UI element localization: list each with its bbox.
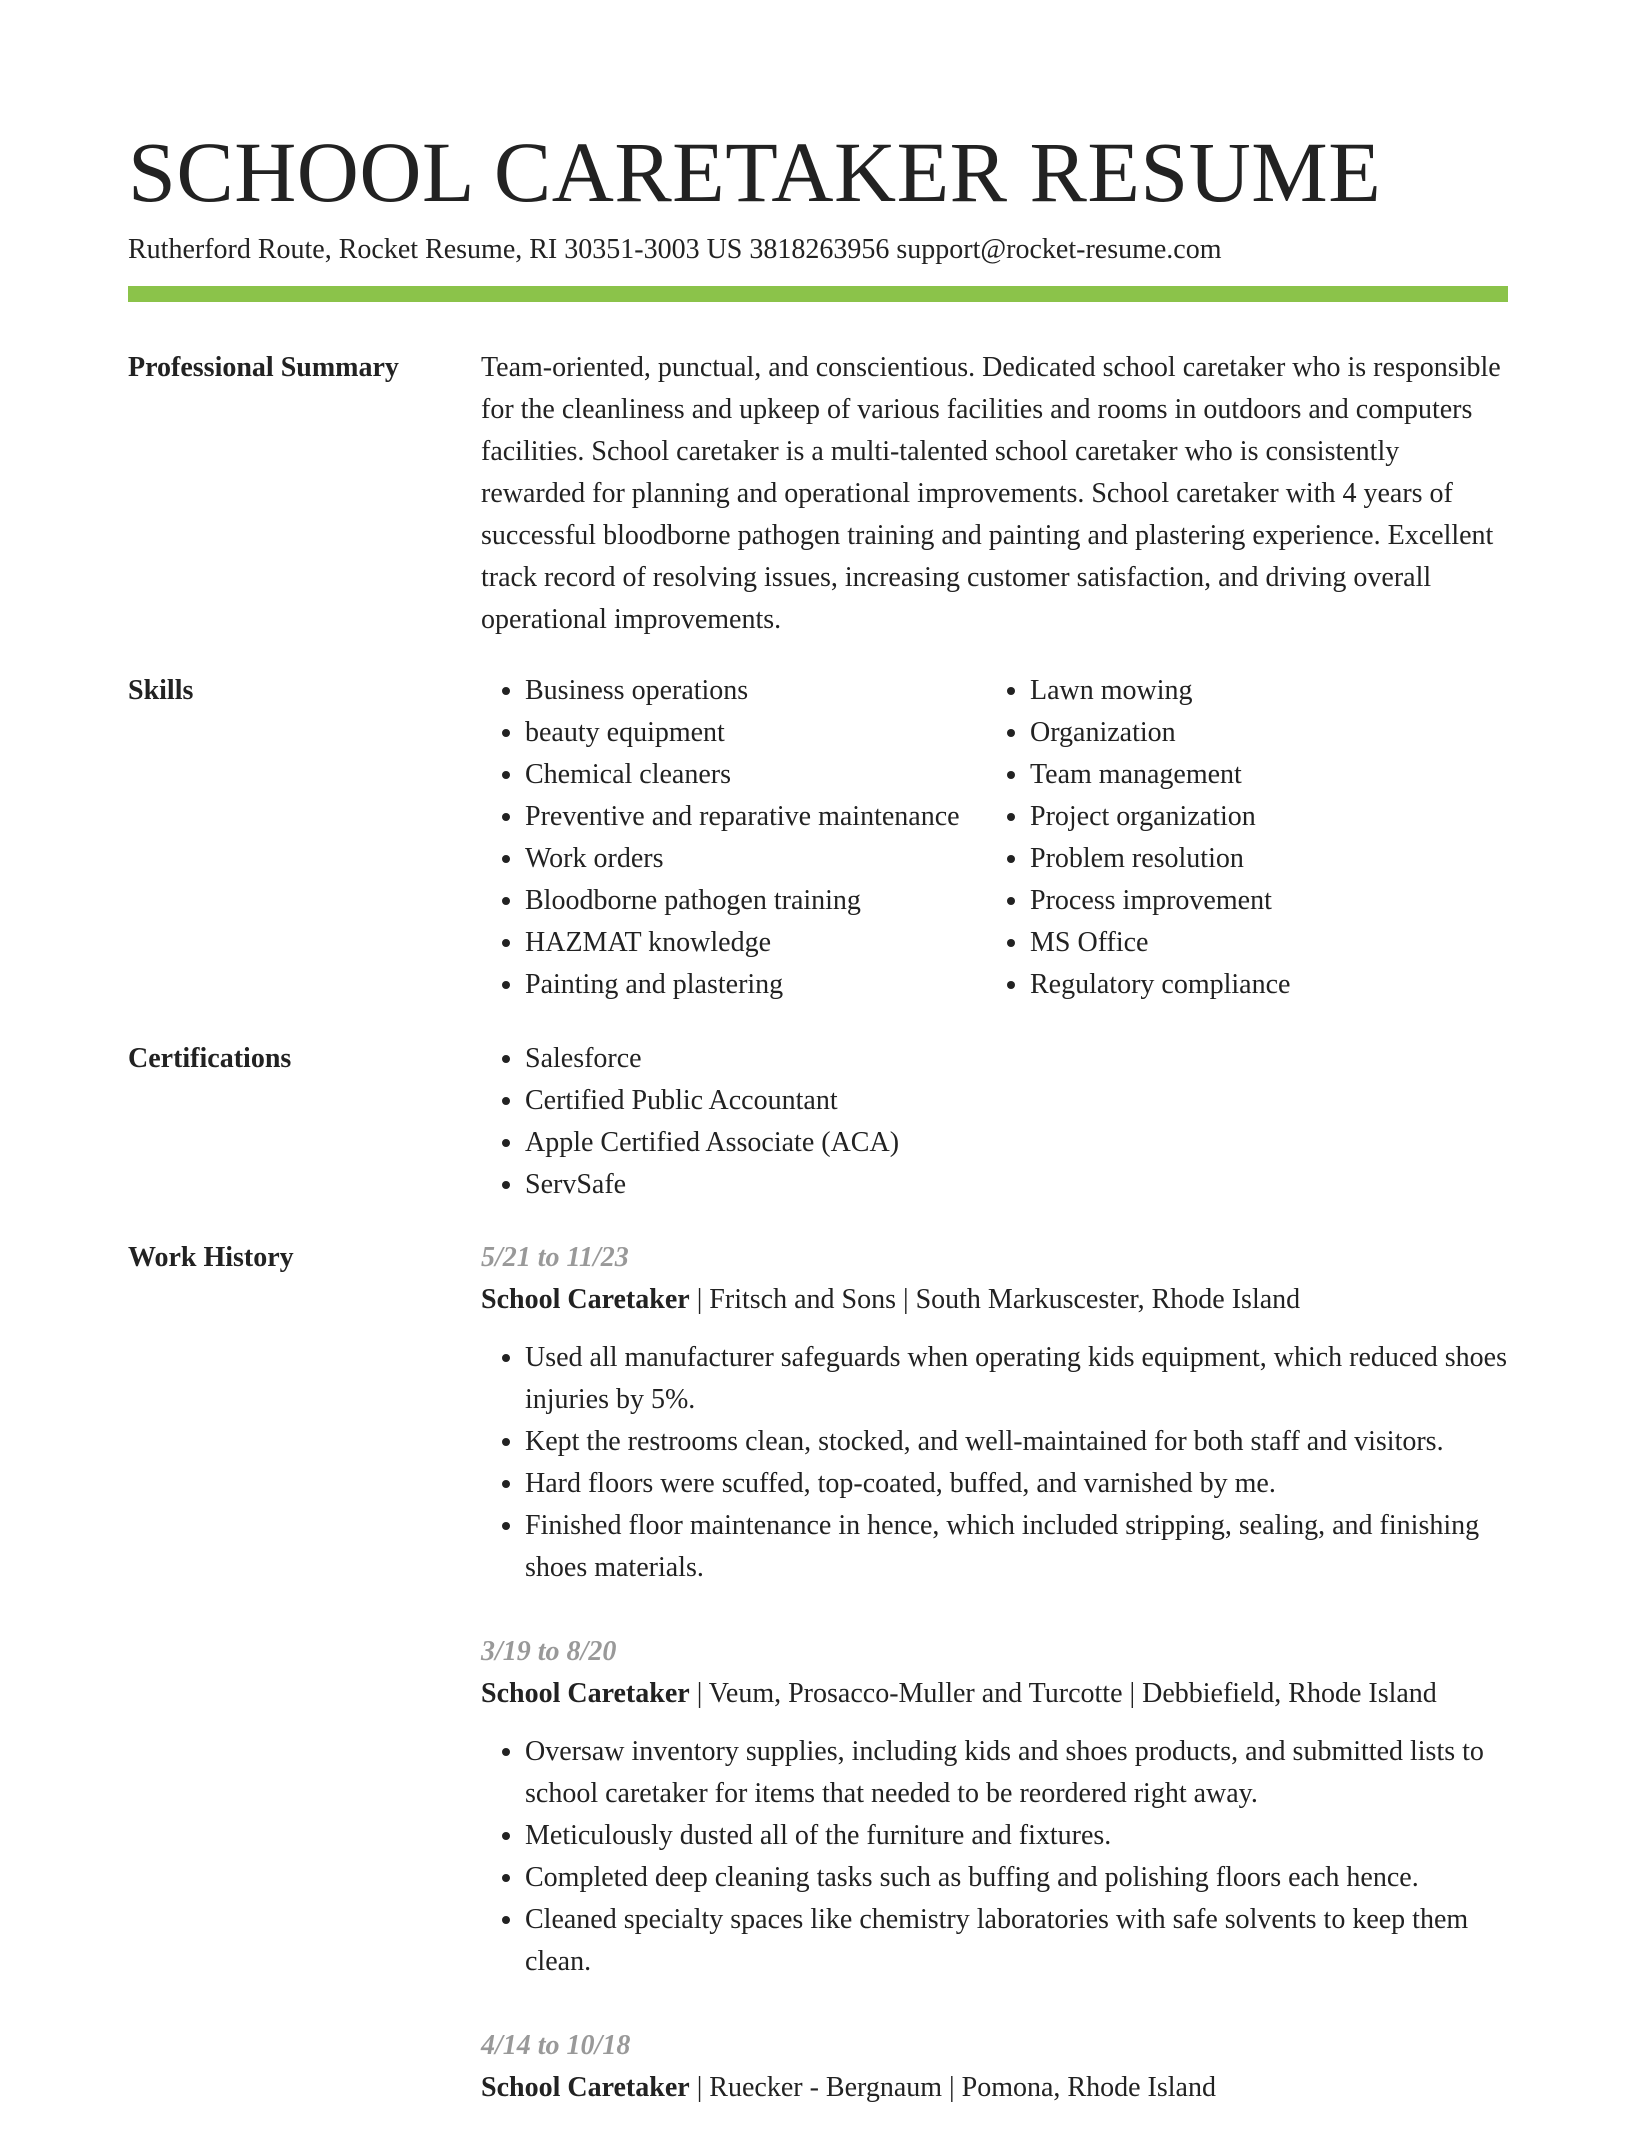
job-dates: 5/21 to 11/23 xyxy=(481,1242,629,1273)
skill-item: • Project organization xyxy=(1030,796,1508,838)
job-title: School Caretaker xyxy=(481,1284,690,1315)
job-duty-item: • Hard floors were scuffed, top-coated, buffed, and varnished by me. xyxy=(525,1463,1508,1505)
job-duty-item: • Completed deep cleaning tasks such as buffing and polishing floors each hence. xyxy=(525,1857,1508,1899)
skills-heading: Skills xyxy=(128,675,194,706)
skill-item: • Work orders xyxy=(525,838,986,880)
job-duty-item: • Cleaned specialty spaces like chemistry laboratories with safe solvents to keep them clean. xyxy=(525,1899,1508,1983)
summary-body xyxy=(481,347,1508,641)
skill-item: • beauty equipment xyxy=(525,712,986,754)
summary-heading: Professional Summary xyxy=(128,352,399,383)
job-dates: 4/14 to 10/18 xyxy=(481,2030,631,2061)
skills-list-left xyxy=(481,670,986,1006)
skill-item: • MS Office xyxy=(1030,922,1508,964)
skill-item: • Organization xyxy=(1030,712,1508,754)
skill-item: • Bloodborne pathogen training xyxy=(525,880,986,922)
certification-item: • ServSafe xyxy=(525,1164,1508,1206)
job-entry xyxy=(481,1237,1508,1589)
resume-title: SCHOOL CARETAKER RESUME xyxy=(128,124,1382,220)
certifications-heading: Certifications xyxy=(128,1043,292,1074)
contact-line: Rutherford Route, Rocket Resume, RI 30351-3003 US 3818263956 support@rocket-resume.com xyxy=(128,234,1222,265)
job-duty-item: • Oversaw inventory supplies, including kids and shoes products, and submitted lists to school caretaker for items that needed to be reordered right away. xyxy=(525,1731,1508,1815)
job-dates: 3/19 to 8/20 xyxy=(481,1636,617,1667)
job-entry xyxy=(481,1631,1508,1983)
skill-item: • Preventive and reparative maintenance xyxy=(525,796,986,838)
skill-item: • Team management xyxy=(1030,754,1508,796)
job-title: School Caretaker xyxy=(481,2072,690,2103)
certification-item: • Salesforce xyxy=(525,1038,1508,1080)
job-duty-item: • Kept the restrooms clean, stocked, and well-maintained for both staff and visitors. xyxy=(525,1421,1508,1463)
skill-item: • Lawn mowing xyxy=(1030,670,1508,712)
job-entry xyxy=(481,2025,1508,2109)
job-title: School Caretaker xyxy=(481,1678,690,1709)
job-details: | Ruecker - Bergnaum | Pomona, Rhode Island xyxy=(689,2072,1216,2103)
skills-column-right xyxy=(986,670,1508,1006)
job-duty-item: • Used all manufacturer safeguards when operating kids equipment, which reduced shoes injuries by 5%. xyxy=(525,1337,1508,1421)
certifications-list xyxy=(481,1038,1508,1206)
skill-item: • Process improvement xyxy=(1030,880,1508,922)
certification-item: • Certified Public Accountant xyxy=(525,1080,1508,1122)
skills-column-left xyxy=(481,670,986,1006)
summary-text: Team-oriented, punctual, and conscientious. Dedicated school caretaker who is responsible for the cleanliness and upkeep of various facilities and rooms in outdoors and computers facilities. School caretaker is a multi-talented school caretaker who is consistently rewarded for planning and operational improvements. School caretaker with 4 years of successful bloodborne pathogen training and painting and plastering experience. Excellent track record of resolving issues, increasing customer satisfaction, and driving overall operational improvements. xyxy=(481,352,1501,635)
skill-item: • Chemical cleaners xyxy=(525,754,986,796)
skill-item: • Regulatory compliance xyxy=(1030,964,1508,1006)
skills-list-right xyxy=(986,670,1508,1006)
certification-item: • Apple Certified Associate (ACA) xyxy=(525,1122,1508,1164)
work-history-heading: Work History xyxy=(128,1242,294,1273)
job-details: | Fritsch and Sons | South Markuscester, Rhode Island xyxy=(689,1284,1301,1315)
job-duty-item: • Meticulously dusted all of the furniture and fixtures. xyxy=(525,1815,1508,1857)
skill-item: • Business operations xyxy=(525,670,986,712)
skill-item: • HAZMAT knowledge xyxy=(525,922,986,964)
work-history-body xyxy=(481,1237,1508,2151)
job-heading xyxy=(481,2067,1508,2109)
job-heading xyxy=(481,1673,1508,1715)
job-duties-list xyxy=(481,1731,1508,1983)
job-details: | Veum, Prosacco-Muller and Turcotte | Debbiefield, Rhode Island xyxy=(689,1678,1437,1709)
certifications-body xyxy=(481,1038,1508,1206)
job-duty-item: • Finished floor maintenance in hence, which included stripping, sealing, and finishing shoes materials. xyxy=(525,1505,1508,1589)
job-heading xyxy=(481,1279,1508,1321)
accent-divider xyxy=(128,286,1508,302)
job-duties-list xyxy=(481,1337,1508,1589)
skill-item: • Problem resolution xyxy=(1030,838,1508,880)
skill-item: • Painting and plastering xyxy=(525,964,986,1006)
